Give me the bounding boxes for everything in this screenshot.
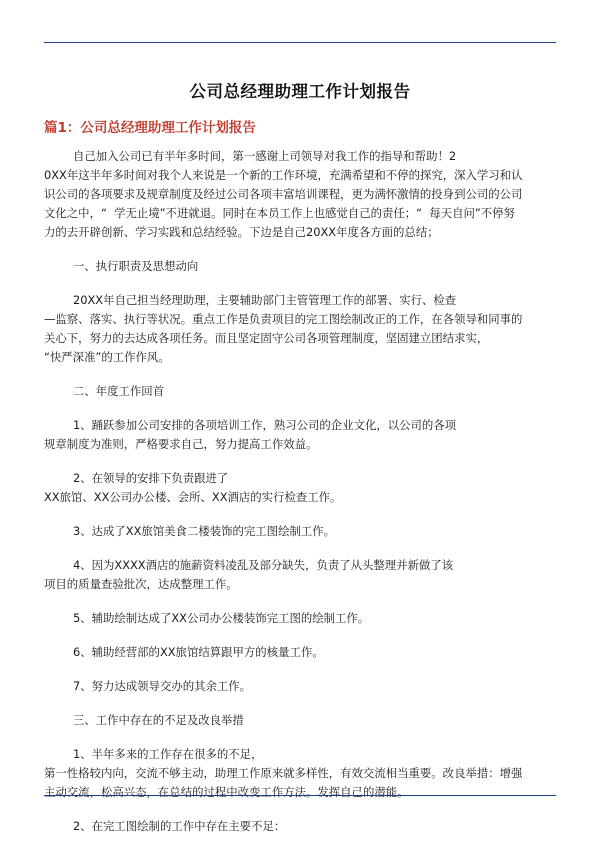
text-line: XX旅馆、XX公司办公楼、会所、XX酒店的实行检查工作。 [44,490,342,504]
text-line: 20XX年自己担当经理助理，主要辅助部门主管管理工作的部署、实行、检查 [44,293,457,307]
text-line: 二、年度工作回首 [44,384,165,398]
text-line: 力的去开辟创新、学习实践和总结经验。下边是自己20XX年度各方面的总结； [44,225,439,239]
text-line: 1、踊跃参加公司安排的各项培训工作，熟习公司的企业文化，以公司的各项 [44,418,457,432]
paragraph-gap [44,507,559,522]
section-heading: 篇1：公司总经理助理工作计划报告 [44,120,256,136]
text-line: 0XX年这半年多时间对我个人来说是一个新的工作环境，充满希望和不停的探究，深入学习和认 [44,168,523,182]
paragraph-gap [44,276,559,291]
text-line: 项目的质量查验批次，达成整理工作。 [44,577,238,591]
text-line: 文化之中，“ 学无止境”不进就退。同时在本员工作上也感觉自己的责任；“ 每天自问”不停努 [44,206,515,220]
paragraph [44,291,559,367]
paragraph-gap [44,730,559,745]
paragraph [44,522,559,541]
text-line: 5、辅助绘制达成了XX公司办公楼装饰完工图的绘制工作。 [44,611,370,625]
text-line: 2、在完工图绘制的工作中存在主要不足： [44,819,286,833]
paragraph [44,609,559,628]
document-body [44,147,559,836]
paragraph-gap [44,662,559,677]
text-line: 3、达成了XX旅馆美食二楼装饰的完工图绘制工作。 [44,524,336,538]
text-line: 主动交流，松高兴态，在总结的过程中改变工作方法。发挥自己的潜能。 [44,785,409,799]
text-line: 识公司的各项要求及规章制度及经过公司各项丰富培训课程，更为满怀激情的投身到公司的公司 [44,187,523,201]
paragraph [44,469,559,507]
paragraph [44,711,559,730]
text-line: 4、因为XXXX酒店的施薪资料凌乱及部分缺失，负责了从头整理并新做了该 [44,558,454,572]
paragraph-gap [44,594,559,609]
paragraph-gap [44,454,559,469]
text-line: 第一性格较内向，交流不够主动，助理工作原来就多样性，有效交流相当重要。改良举措：增强 [44,766,523,780]
paragraph-gap [44,628,559,643]
paragraph-gap [44,242,559,257]
document-title: 公司总经理助理工作计划报告 [189,82,411,101]
text-line: 自己加入公司已有半年多时间，第一感谢上司领导对我工作的指导和帮助！2 [44,149,457,163]
text-line: “快严深准”的工作作风。 [44,350,170,364]
paragraph [44,817,559,836]
paragraph [44,257,559,276]
paragraph-gap [44,401,559,416]
paragraph-gap [44,802,559,817]
paragraph [44,745,559,802]
paragraph-gap [44,367,559,382]
paragraph [44,677,559,696]
text-line: —监察、落实、执行等状况。重点工作是负责项目的完工图绘制改正的工作，在各领导和同事的 [44,312,523,326]
text-line: 2、在领导的安排下负责跟进了 [44,471,229,485]
paragraph-gap [44,541,559,556]
footer-rule [44,795,556,796]
text-line: 关心下，努力的去达成各项任务。而且坚定固守公司各项管理制度，坚固建立团结求实， [44,331,489,345]
text-line: 三、工作中存在的不足及改良举措 [44,713,244,727]
text-line: 一、执行职责及思想动向 [44,259,199,273]
paragraph [44,556,559,594]
text-line: 7、努力达成领导交办的其余工作。 [44,679,252,693]
paragraph [44,147,559,242]
text-line: 规章制度为准则，严格要求自己，努力提高工作效益。 [44,437,318,451]
text-line: 1、半年多来的工作存在很多的不足， [44,747,263,761]
paragraph [44,643,559,662]
text-line: 6、辅助经营部的XX旅馆结算跟甲方的核量工作。 [44,645,324,659]
paragraph [44,382,559,401]
header-rule [44,42,556,43]
paragraph-gap [44,696,559,711]
paragraph [44,416,559,454]
